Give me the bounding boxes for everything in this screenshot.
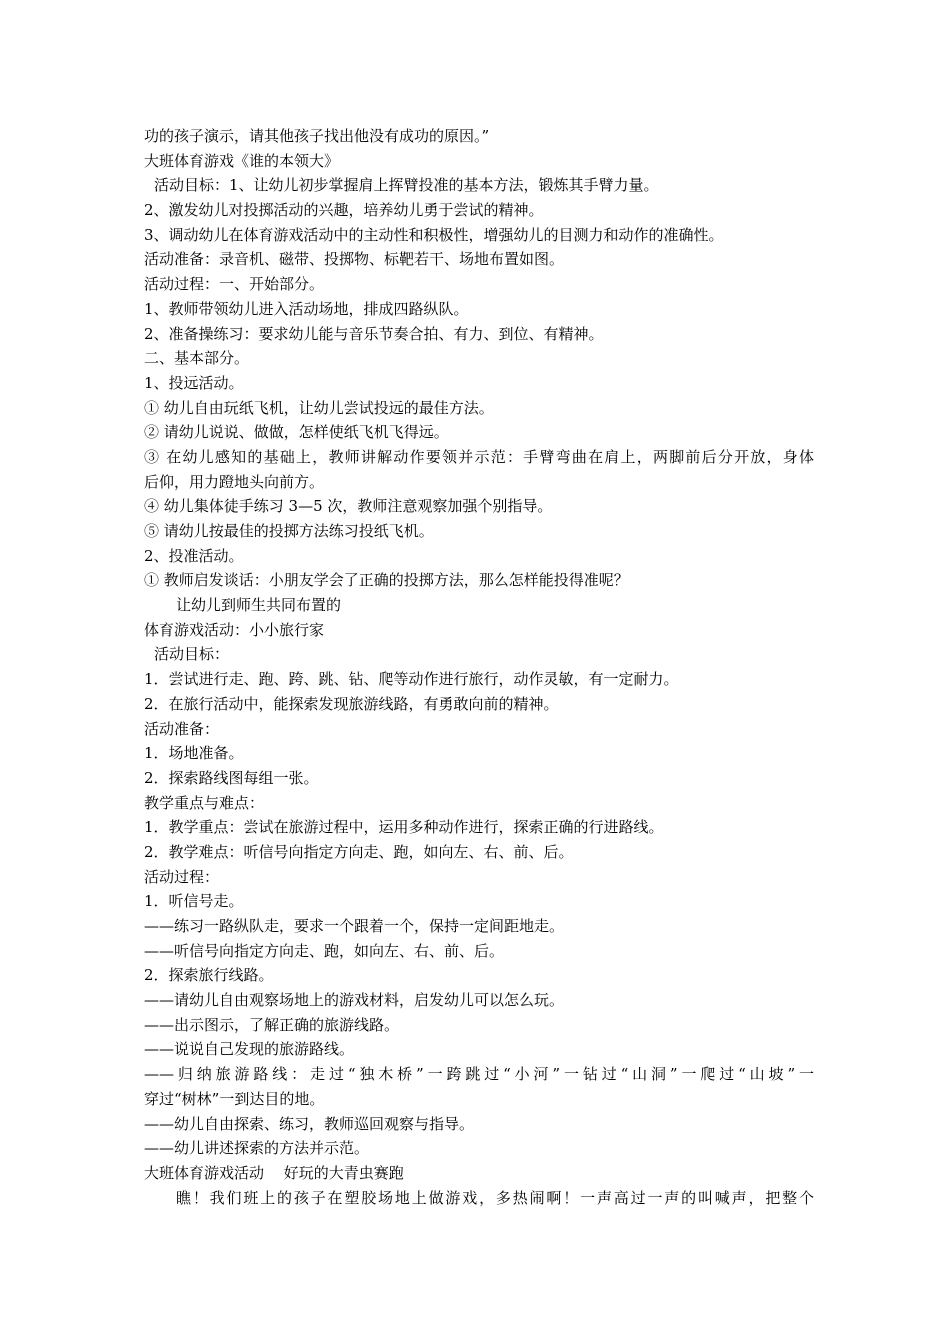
text-line: 1．尝试进行走、跑、跨、跳、钻、爬等动作进行旅行，动作灵敏，有一定耐力。: [144, 670, 679, 689]
text-line: 体育游戏活动：小小旅行家: [144, 620, 325, 639]
text-line: 后仰，用力蹬地头向前方。: [144, 472, 325, 491]
text-line: 1．教学重点：尝试在旅游过程中，运用多种动作进行，探索正确的行进路线。: [144, 818, 664, 837]
text-line: ③ 在幼儿感知的基础上，教师讲解动作要领并示范：手臂弯曲在肩上，两脚前后分开放，身体: [144, 447, 814, 466]
text-line: 活动过程：一、开始部分。: [144, 275, 325, 294]
text-line: ② 请幼儿说说、做做，怎样使纸飞机飞得远。: [144, 423, 449, 442]
text-line: ——出示图示，了解正确的旅游线路。: [144, 1015, 400, 1034]
text-line: 教学重点与难点：: [144, 793, 265, 812]
text-line: ④ 幼儿集体徒手练习 3—5 次，教师注意观察加强个别指导。: [144, 497, 553, 516]
text-line: ——听信号向指定方向走、跑，如向左、右、前、后。: [144, 941, 505, 960]
text-line: 2、准备操练习：要求幼儿能与音乐节奏合拍、有力、到位、有精神。: [144, 324, 604, 343]
text-line: 2．探索旅行线路。: [144, 966, 274, 985]
text-line: 2、投准活动。: [144, 546, 244, 565]
text-line: 1、教师带领幼儿进入活动场地，排成四路纵队。: [144, 299, 469, 318]
text-line: 1、投远活动。: [144, 373, 244, 392]
text-line: 功的孩子演示，请其他孩子找出他没有成功的原因。”: [144, 127, 490, 145]
text-line: 大班体育游戏活动 好玩的大青虫赛跑: [144, 1163, 404, 1182]
text-line: ——请幼儿自由观察场地上的游戏材料，启发幼儿可以怎么玩。: [144, 991, 565, 1010]
text-line: 2．在旅行活动中，能探索发现旅游线路，有勇敢向前的精神。: [144, 694, 559, 713]
text-line: 1．场地准备。: [144, 744, 244, 763]
text-line: ——练习一路纵队走，要求一个跟着一个，保持一定间距地走。: [144, 917, 565, 935]
text-line: ① 教师启发谈话：小朋友学会了正确的投掷方法，那么怎样能投得准呢？: [144, 571, 629, 590]
text-line: ——说说自己发现的旅游路线。: [144, 1040, 355, 1059]
text-line: 2．探索路线图每组一张。: [144, 768, 319, 787]
text-line: 二、基本部分。: [144, 349, 250, 368]
text-line: ——幼儿自由探索、练习，教师巡回观察与指导。: [144, 1114, 475, 1133]
text-line: ⑤ 请幼儿按最佳的投掷方法练习投纸飞机。: [144, 522, 434, 540]
text-line: 活动准备：: [144, 719, 220, 738]
text-line: 2．教学难点：听信号向指定方向走、跑，如向左、右、前、后。: [144, 842, 574, 861]
text-line: 活动准备：录音机、磁带、投掷物、标靶若干、场地布置如图。: [144, 250, 565, 269]
text-line: 活动过程：: [144, 867, 220, 886]
text-line: 穿过“树林”一到达目的地。: [144, 1089, 325, 1108]
text-line: ① 幼儿自由玩纸飞机，让幼儿尝试投远的最佳方法。: [144, 398, 494, 417]
text-line: 瞧！我们班上的孩子在塑胶场地上做游戏，多热闹啊！一声高过一声的叫喊声，把整个: [176, 1188, 814, 1207]
document-body: [144, 124, 814, 1210]
text-line: ——归纳旅游路线：走过“独木桥”一跨跳过“小河”一钻过“山洞”一爬过“山坡”一: [144, 1065, 814, 1084]
text-line: 2、激发幼儿对投掷活动的兴趣，培养幼儿勇于尝试的精神。: [144, 201, 544, 220]
text-line: ——幼儿讲述探索的方法并示范。: [144, 1139, 370, 1158]
text-line: 让幼儿到师生共同布置的: [176, 596, 342, 615]
text-line: 活动目标：: [154, 645, 230, 664]
text-line: 3、调动幼儿在体育游戏活动中的主动性和积极性，增强幼儿的目测力和动作的准确性。: [144, 225, 724, 244]
text-line: 1．听信号走。: [144, 892, 244, 911]
text-line: 活动目标：1、让幼儿初步掌握肩上挥臂投准的基本方法，锻炼其手臂力量。: [154, 176, 659, 195]
text-line: 大班体育游戏《谁的本领大》: [144, 151, 340, 170]
